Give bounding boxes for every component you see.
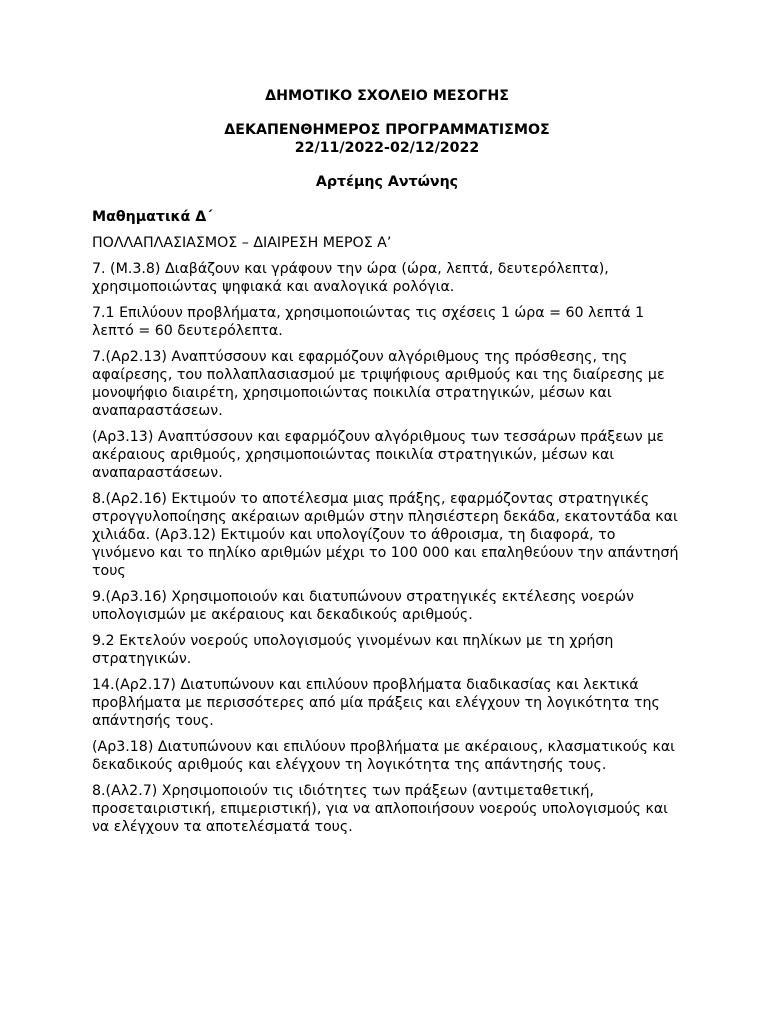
- plan-dates: 22/11/2022-02/12/2022: [294, 140, 480, 156]
- objective-paragraph: 7. (Μ.3.8) Διαβάζουν και γράφουν την ώρα (ώρα, λεπτά, δευτερόλεπτα), χρησιμοποιώντας ψηφιακά και αναλογικά ρολόγια.: [92, 261, 609, 295]
- objective-paragraph: 7.1 Επιλύουν προβλήματα, χρησιμοποιώντας τις σχέσεις 1 ώρα = 60 λεπτά 1 λεπτό = 60 δευτερόλεπτα.: [92, 305, 645, 339]
- objective-paragraph: 9.2 Εκτελούν νοερούς υπολογισμούς γινομένων και πηλίκων με τη χρήση στρατηγικών.: [92, 633, 614, 667]
- objective-paragraph: 8.(Αρ2.16) Εκτιμούν το αποτέλεσμα μιας πράξης, εφαρμόζοντας στρατηγικές στρογγυλοποίησης ακέραιων αριθμών στην πλησιέστερη δεκάδα, εκατοντάδα και χιλιάδα. (Αρ3.12) Εκτιμούν και υπολογίζουν το άθροισμα, τη διαφορά, το γινόμενο και το πηλίκο αριθμών μέχρι το 100 000 και επαληθεύουν την απάντησή τους: [92, 491, 679, 579]
- objective-paragraph: (Αρ3.18) Διατυπώνουν και επιλύουν προβλήματα με ακέραιους, κλασματικούς και δεκαδικούς αριθμούς και ελέγχουν τη λογικότητα της απάντησής τους.: [92, 739, 675, 773]
- section-heading: ΠΟΛΛΑΠΛΑΣΙΑΣΜΟΣ – ΔΙΑΙΡΕΣΗ ΜΕΡΟΣ Α’: [92, 235, 392, 251]
- teacher-name: Αρτέμης Αντώνης: [315, 174, 459, 190]
- plan-title: ΔΕΚΑΠΕΝΘΗΜΕΡΟΣ ΠΡΟΓΡΑΜΜΑΤΙΣΜΟΣ: [224, 122, 550, 138]
- objective-paragraph: 7.(Αρ2.13) Αναπτύσσουν και εφαρμόζουν αλγόριθμους της πρόσθεσης, της αφαίρεσης, του πολλαπλασιασμού με τριψήφιους αριθμούς και της διαίρεσης με μονοψήφιο διαιρέτη, χρησιμοποιώντας ποικιλία στρατηγικών, μέσων και αναπαραστάσεων.: [92, 349, 665, 419]
- subject-heading: Μαθηματικά Δ΄: [92, 209, 213, 225]
- school-name: ΔΗΜΟΤΙΚΟ ΣΧΟΛΕΙΟ ΜΕΣΟΓΗΣ: [265, 88, 509, 104]
- objective-paragraph: 14.(Αρ2.17) Διατυπώνουν και επιλύουν προβλήματα διαδικασίας και λεκτικά προβλήματα με περισσότερες από μία πράξεις και ελέγχουν τη λογικότητα της απάντησής τους.: [92, 677, 660, 729]
- objective-paragraph: (Αρ3.13) Αναπτύσσουν και εφαρμόζουν αλγόριθμους των τεσσάρων πράξεων με ακέραιους αριθμούς, χρησιμοποιώντας ποικιλία στρατηγικών, μέσων και αναπαραστάσεων.: [92, 429, 664, 481]
- objective-paragraph: 9.(Αρ3.16) Χρησιμοποιούν και διατυπώνουν στρατηγικές εκτέλεσης νοερών υπολογισμών με ακέραιους και δεκαδικούς αριθμούς.: [92, 589, 634, 623]
- document-page: [92, 84, 682, 836]
- objective-paragraph: 8.(Αλ2.7) Χρησιμοποιούν τις ιδιότητες των πράξεων (αντιμεταθετική, προσεταιριστική, επιμεριστική), για να απλοποιήσουν νοερούς υπολογισμούς και να ελέγχουν τα αποτελέσματά τους.: [92, 783, 668, 835]
